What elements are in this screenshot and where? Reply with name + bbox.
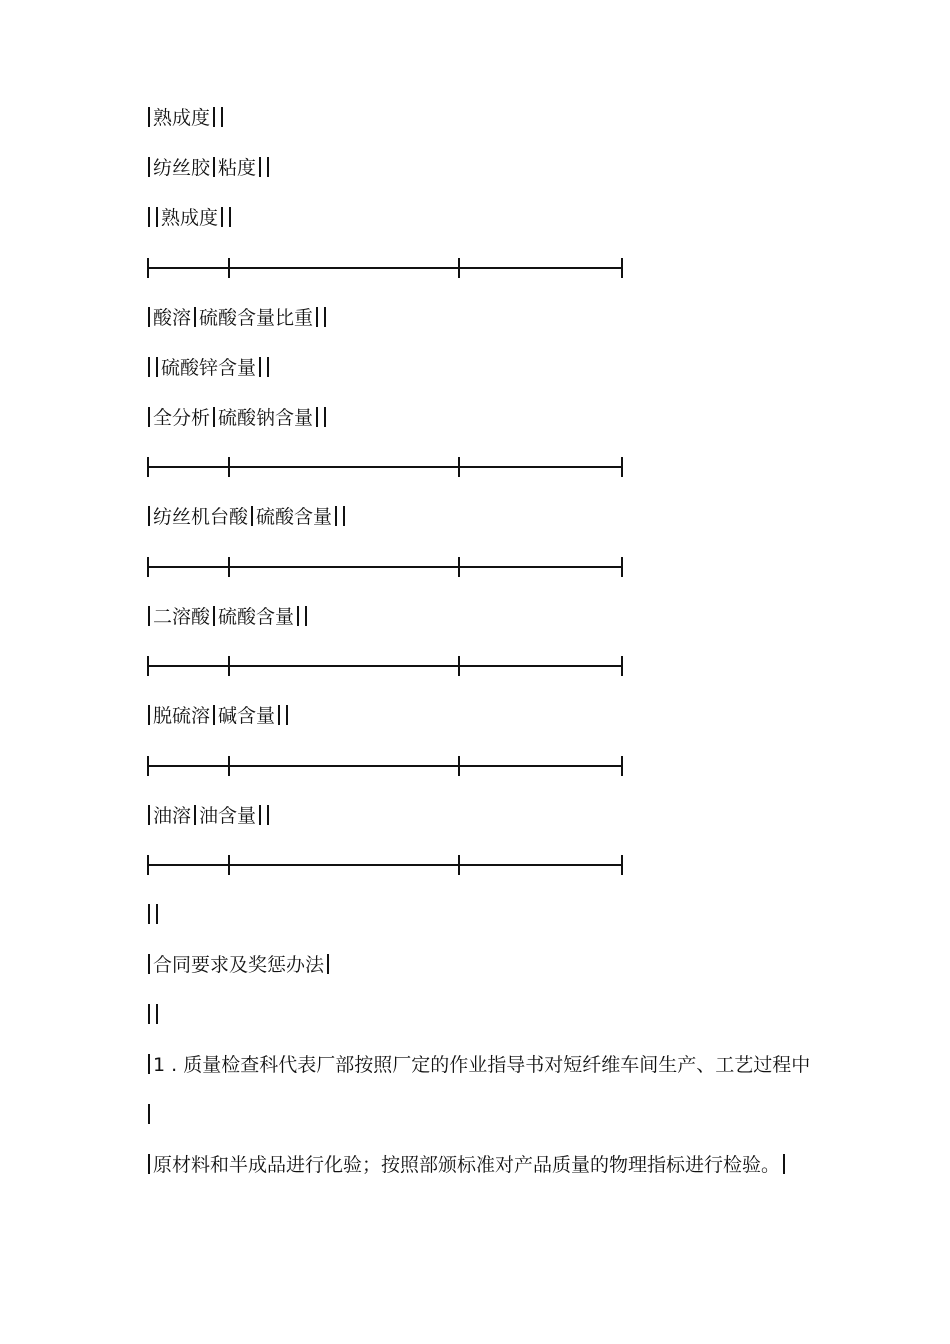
paragraph-line — [145, 1053, 810, 1077]
table-cell: 油溶 — [153, 805, 192, 827]
table-row — [145, 406, 329, 430]
table-cell: 二溶酸 — [153, 606, 211, 628]
table-row — [145, 156, 272, 180]
contract-heading: 合同要求及奖惩办法 — [153, 954, 325, 976]
table-row — [145, 804, 272, 828]
table-row — [145, 306, 329, 330]
table-separator — [147, 855, 623, 875]
table-row — [145, 505, 348, 529]
table-row — [145, 605, 310, 629]
table-separator — [147, 557, 623, 577]
table-separator — [147, 457, 623, 477]
paragraph-line — [145, 1103, 153, 1127]
table-cell: 熟成度 — [153, 107, 211, 129]
paragraph-text: 原材料和半成品进行化验；按照部颁标准对产品质量的物理指标进行检验。 — [153, 1154, 781, 1176]
table-cell: 碱含量 — [218, 705, 276, 727]
paragraph-text: 1 . 质量检查科代表厂部按照厂定的作业指导书对短纤维车间生产、工艺过程中 — [153, 1054, 811, 1076]
table-row — [145, 356, 272, 380]
table-cell: 粘度 — [218, 157, 257, 179]
table-row — [145, 106, 226, 130]
table-cell: 硫酸锌含量 — [161, 357, 257, 379]
empty-row — [145, 1003, 161, 1027]
table-cell: 硫酸含量比重 — [199, 307, 314, 329]
table-cell: 熟成度 — [161, 207, 219, 229]
table-cell: 硫酸钠含量 — [218, 407, 314, 429]
table-cell: 脱硫溶 — [153, 705, 211, 727]
table-cell: 硫酸含量 — [218, 606, 295, 628]
table-separator — [147, 756, 623, 776]
table-separator — [147, 258, 623, 278]
table-cell: 纺丝胶 — [153, 157, 211, 179]
paragraph-line — [145, 1153, 788, 1177]
section-heading — [145, 953, 332, 977]
table-cell: 油含量 — [199, 805, 257, 827]
table-row — [145, 704, 291, 728]
table-separator — [147, 656, 623, 676]
table-cell: 全分析 — [153, 407, 211, 429]
table-cell: 纺丝机台酸 — [153, 506, 249, 528]
table-cell: 酸溶 — [153, 307, 192, 329]
table-row — [145, 206, 234, 230]
table-cell: 硫酸含量 — [256, 506, 333, 528]
empty-row — [145, 903, 161, 927]
